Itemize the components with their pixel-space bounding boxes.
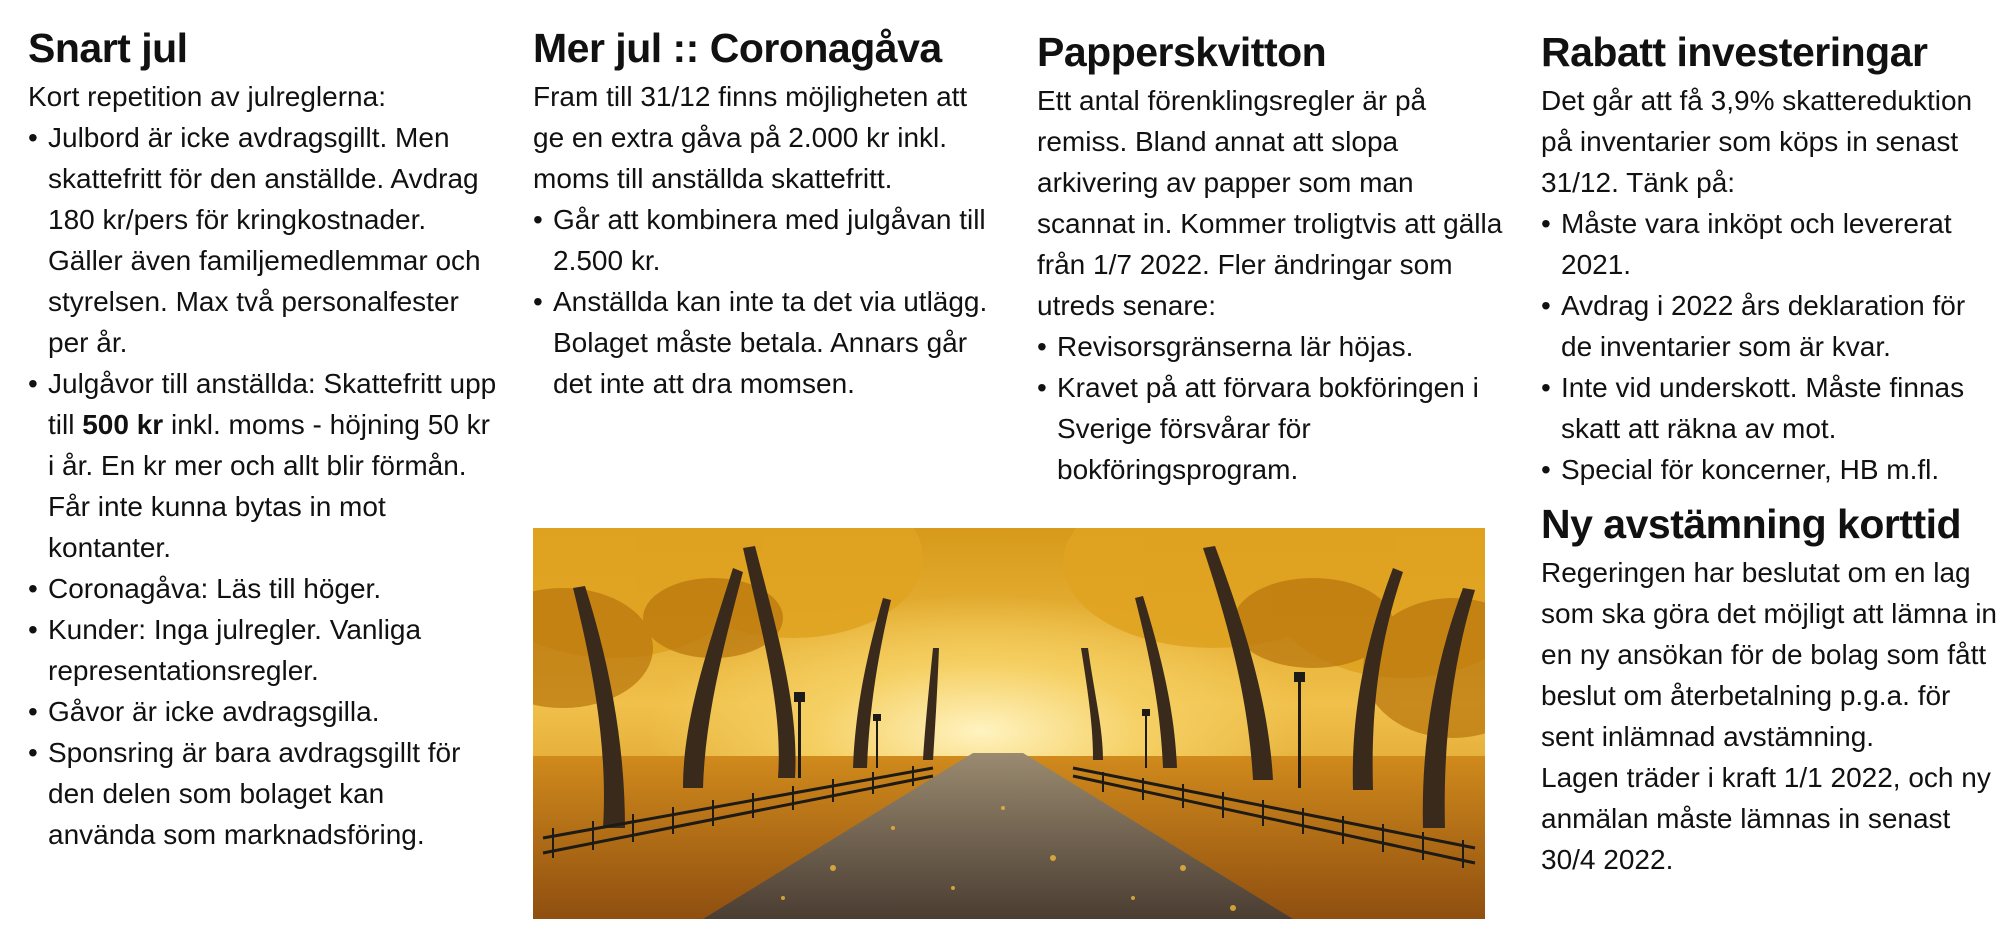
- autumn-park-image: [533, 528, 1485, 919]
- bullet-julgavor: [28, 363, 498, 568]
- intro-snart-jul: Kort repetition av julreglerna:: [28, 81, 386, 112]
- bullet-list-snart-jul: [28, 117, 498, 855]
- heading-papperskvitton: Papperskvitton: [1037, 29, 1327, 75]
- bullet-list-papperskvitton: [1037, 326, 1507, 490]
- intro-papperskvitton: Ett antal förenklingsregler är på remiss. Bland annat att slopa arkivering av papper som man scannat in. Kommer troligtvis att gälla från 1/7 2022. Fler ändringar som utreds senare:: [1037, 85, 1503, 321]
- heading-snart-jul: Snart jul: [28, 25, 188, 71]
- bullet-julbord: • Julbord är icke avdragsgillt. Men skattefritt för den anställde. Avdrag 180 kr/pers för kringkostnader. Gäller även familjemedlemmar och styrelsen. Max två personalfester per år.: [28, 117, 498, 363]
- article-snart-jul: [28, 20, 498, 855]
- bullet-coronagava: • Coronagåva: Läs till höger.: [28, 568, 498, 609]
- bullet-utlagg: • Anställda kan inte ta det via utlägg. Bolaget måste betala. Annars går det inte att dra momsen.: [533, 281, 1003, 404]
- autumn-park-illustration: [533, 528, 1485, 919]
- bullet-underskott: • Inte vid underskott. Måste finnas skatt att räkna av mot.: [1541, 367, 2003, 449]
- para-regeringen: Regeringen har beslutat om en lag som ska göra det möjligt att lämna in en ny ansökan för de bolag som fått beslut om återbetalning p.g.a. för sent inlämnad avstämning.: [1541, 557, 1997, 752]
- julgavor-amount: 500 kr: [82, 409, 164, 440]
- bullet-kunder: • Kunder: Inga julregler. Vanliga representationsregler.: [28, 609, 498, 691]
- bullet-list-rabatt: [1541, 203, 2003, 490]
- bullet-gavor: • Gåvor är icke avdragsgilla.: [28, 691, 498, 732]
- bullet-list-coronagava: [533, 199, 1003, 404]
- intro-rabatt-investeringar: Det går att få 3,9% skattereduktion på inventarier som köps in senast 31/12. Tänk på:: [1541, 85, 1973, 198]
- heading-coronagava: Mer jul :: Coronagåva: [533, 25, 942, 71]
- para-lagen: Lagen träder i kraft 1/1 2022, och ny anmälan måste lämnas in senast 30/4 2022.: [1541, 762, 1991, 875]
- bullet-kombinera: • Går att kombinera med julgåvan till 2.500 kr.: [533, 199, 1003, 281]
- bullet-bokforing-sverige: • Kravet på att förvara bokföringen i Sverige försvårar för bokföringsprogram.: [1037, 367, 1507, 490]
- article-papperskvitton: [1037, 20, 1507, 490]
- bullet-sponsring: • Sponsring är bara avdragsgillt för den delen som bolaget kan använda som marknadsföring.: [28, 732, 498, 855]
- bullet-avdrag-2022: • Avdrag i 2022 års deklaration för de inventarier som är kvar.: [1541, 285, 2003, 367]
- bullet-inkopt: • Måste vara inköpt och levererat 2021.: [1541, 203, 2003, 285]
- heading-avstamning-korttid: Ny avstämning korttid: [1541, 501, 1962, 547]
- article-rabatt-investeringar: [1541, 20, 2003, 880]
- bullet-revisorsgranser: • Revisorsgränserna lär höjas.: [1037, 326, 1507, 367]
- article-coronagava: [533, 20, 1003, 404]
- intro-coronagava: Fram till 31/12 finns möjligheten att ge en extra gåva på 2.000 kr inkl. moms till anställda skattefritt.: [533, 81, 968, 194]
- bullet-koncerner: • Special för koncerner, HB m.fl.: [1541, 449, 2003, 490]
- julgavor-text-before: Julgåvor till anställda: Skattefritt upp till: [48, 368, 497, 440]
- julgavor-text-after: inkl. moms - höjning 50 kr i år. En kr mer och allt blir förmån. Får inte kunna bytas in mot kontanter.: [48, 409, 490, 563]
- heading-rabatt-investeringar: Rabatt investeringar: [1541, 29, 1928, 75]
